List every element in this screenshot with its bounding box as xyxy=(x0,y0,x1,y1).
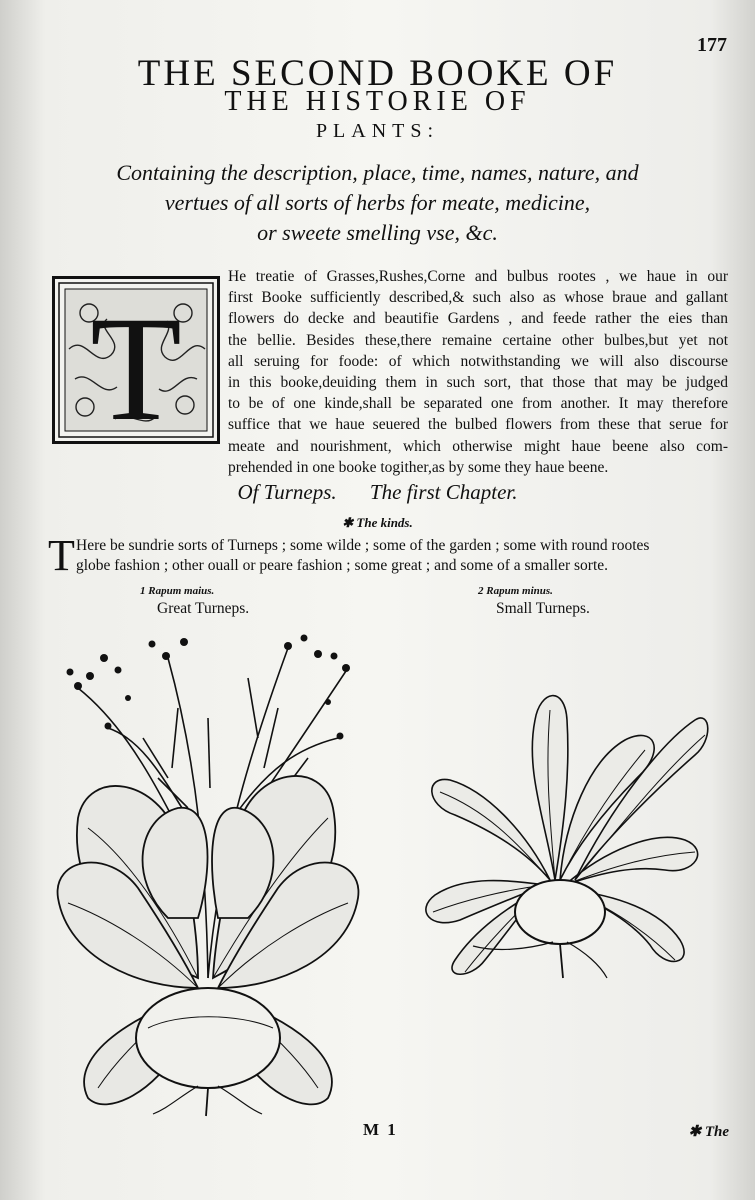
intro-line: all seruing for foode: of which notwithstanding we will also discourse xyxy=(228,352,728,370)
subtitle-line-1: Containing the description, place, time, names, nature, and xyxy=(116,160,639,185)
initial-letter: T xyxy=(90,286,182,441)
subtitle-line-3: or sweete smelling vse, &c. xyxy=(257,220,498,245)
chapter-number: The first Chapter. xyxy=(369,480,518,504)
chapter-title: Of Turneps. xyxy=(237,480,337,504)
intro-line: flowers do decke and beautifie Gardens , and feede rather the eies than xyxy=(228,310,728,328)
kinds-heading: ✱ The kinds. xyxy=(342,515,413,530)
kinds-text-line-2: globe fashion ; other ouall or peare fashion ; some great ; and some of a smaller sorte. xyxy=(76,557,609,574)
intro-line: He treatie of Grasses,Rushes,Corne and bulbus rootes , we haue in our xyxy=(228,268,728,285)
kinds-initial: T xyxy=(48,531,75,580)
chapter-heading xyxy=(0,480,755,505)
intro-paragraph xyxy=(228,266,728,478)
title-line-2: THE HISTORIE OF xyxy=(224,86,531,117)
figure-2-english: Small Turneps. xyxy=(496,600,590,617)
intro-line: first Booke sufficiently described,& such also as whose braue and gallant xyxy=(228,289,728,307)
title-line-1: THE SECOND BOOKE OF xyxy=(137,53,618,94)
figure-2-latin: 2 Rapum minus. xyxy=(478,585,553,597)
intro-line: to be of one kinde,shall be separated one from another. It may therefore xyxy=(228,395,728,413)
small-turnep-illustration xyxy=(415,680,715,980)
intro-line: suffice that we haue seuered the bulbed flowers from these that serue for xyxy=(228,416,728,434)
kinds-text-line-1: Here be sundrie sorts of Turneps ; some wilde ; some of the garden ; some with round rootes xyxy=(76,537,650,554)
figure-1-latin: 1 Rapum maius. xyxy=(140,585,215,597)
subtitle-line-2: vertues of all sorts of herbs for meate, medicine, xyxy=(164,190,591,215)
signature-mark: M 1 xyxy=(363,1120,398,1139)
decorated-initial xyxy=(52,276,220,444)
intro-line: in this booke,deuiding them in such sort, that those that may be judged xyxy=(228,374,728,392)
intro-line: meate and nourishment, which otherwise might haue beene also com- xyxy=(228,437,728,455)
intro-line: the bellie. Besides these,there remaine certaine other bulbes,but yet not xyxy=(228,331,728,349)
great-turnep-illustration xyxy=(48,618,368,1118)
figure-1-english: Great Turneps. xyxy=(157,600,250,617)
catchword: ✱ The xyxy=(688,1124,729,1140)
ornament-illustration xyxy=(55,279,217,441)
page-number: 177 xyxy=(697,34,727,56)
title-line-3: PLANTS: xyxy=(315,120,440,142)
intro-line: prehended in one booke togither,as by some they haue beene. xyxy=(228,458,609,476)
